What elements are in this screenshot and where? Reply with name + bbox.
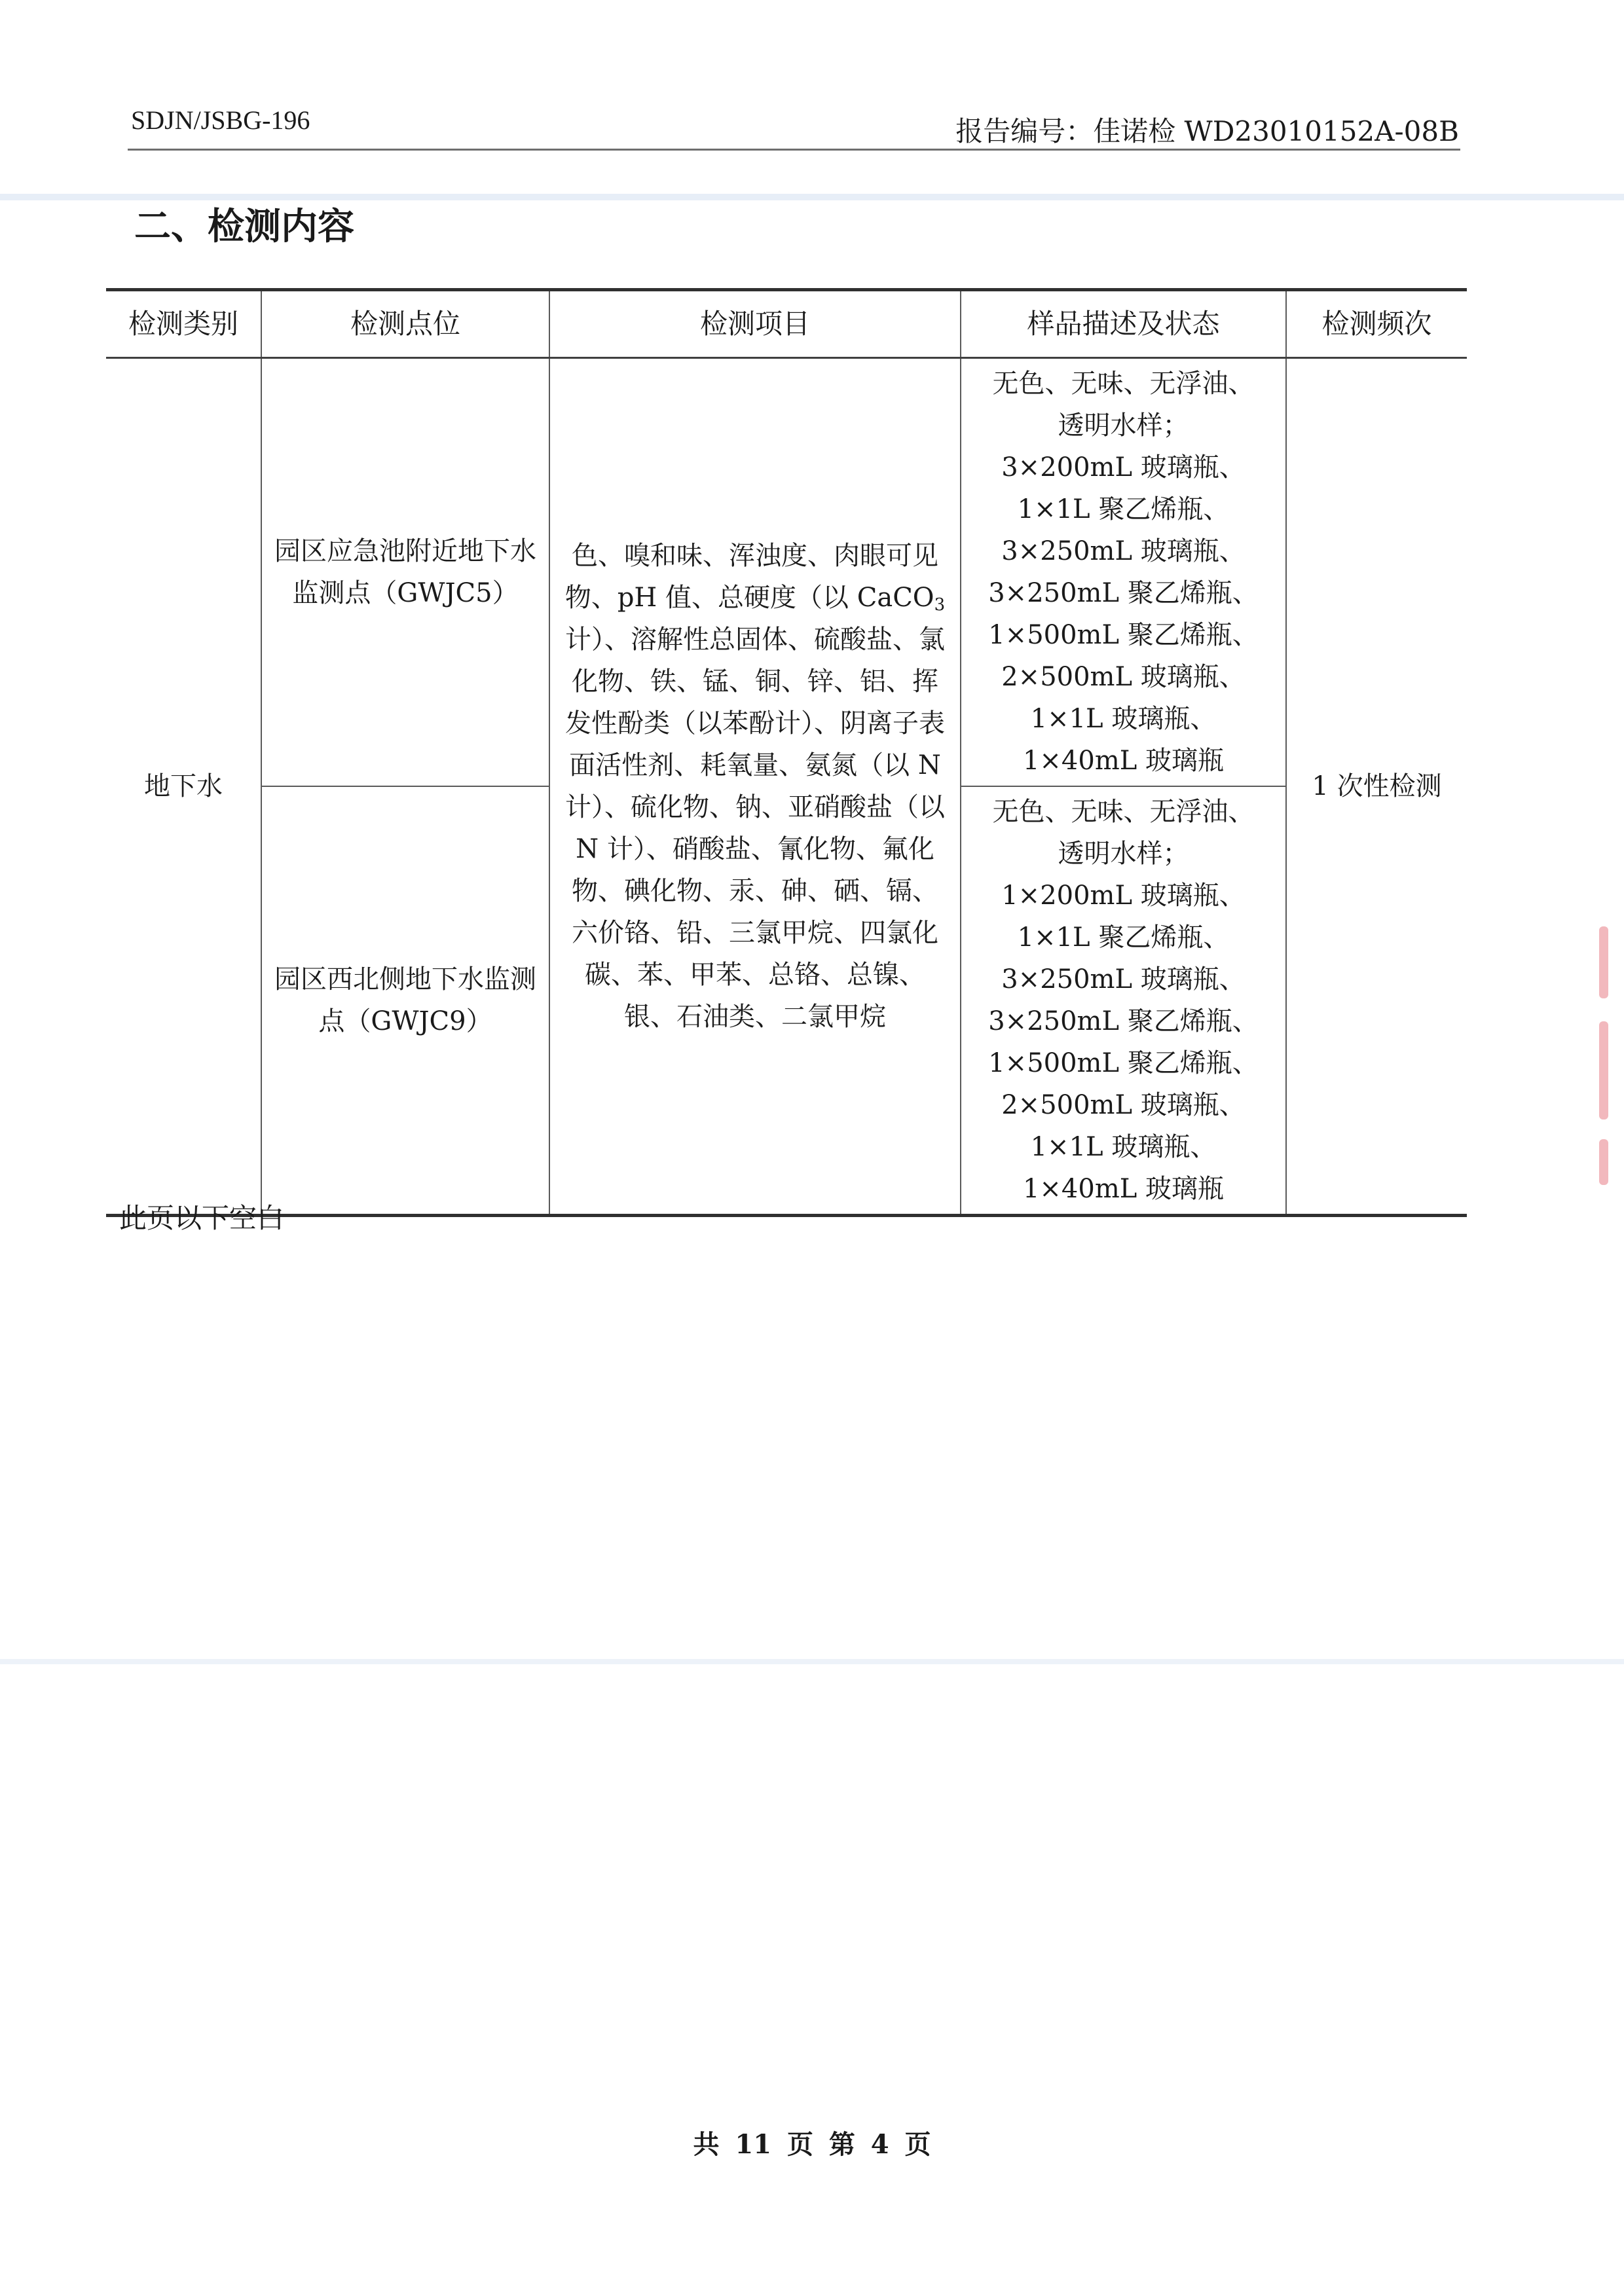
- detection-content-table: [106, 288, 1467, 1217]
- sample-line: 无色、无味、无浮油、: [992, 369, 1255, 399]
- point-cell-gwjc5: 园区应急池附近地下水监测点（GWJC5）: [261, 358, 549, 787]
- sample-line: 1×1L 玻璃瓶、: [1030, 1132, 1217, 1162]
- category-cell: 地下水: [106, 358, 261, 1216]
- seal-mark: [1599, 926, 1608, 998]
- frequency-cell: 1 次性检测: [1286, 358, 1467, 1216]
- sample-line: 3×250mL 聚乙烯瓶、: [988, 578, 1259, 608]
- header-point: 检测点位: [261, 290, 549, 358]
- blank-below-note: 此页以下空白: [119, 1202, 285, 1234]
- table-row: [106, 358, 1467, 787]
- sample-line: 无色、无味、无浮油、: [992, 797, 1255, 827]
- sample-line: 3×250mL 玻璃瓶、: [1001, 964, 1246, 994]
- seal-mark: [1599, 1021, 1608, 1120]
- sample-line: 1×200mL 玻璃瓶、: [1001, 881, 1246, 911]
- sample-line: 1×500mL 聚乙烯瓶、: [988, 620, 1259, 650]
- section-title: 二、检测内容: [134, 205, 354, 248]
- header-category: 检测类别: [106, 290, 261, 358]
- header-frequency: 检测频次: [1286, 290, 1467, 358]
- sample-line: 1×1L 聚乙烯瓶、: [1017, 922, 1230, 953]
- sample-line: 透明水样；: [1058, 839, 1189, 869]
- header-items: 检测项目: [549, 290, 961, 358]
- sample-line: 2×500mL 玻璃瓶、: [1001, 1090, 1246, 1120]
- sample-line: 3×250mL 玻璃瓶、: [1001, 536, 1246, 566]
- items-cell: [549, 358, 961, 1216]
- table-header-row: [106, 290, 1467, 358]
- scan-band-bottom: [0, 1659, 1624, 1664]
- header-divider: [128, 149, 1460, 151]
- point-cell-gwjc9: 园区西北侧地下水监测点（GWJC9）: [261, 786, 549, 1216]
- sample-line: 1×500mL 聚乙烯瓶、: [988, 1048, 1259, 1078]
- sample-line: 1×40mL 玻璃瓶: [1022, 1174, 1225, 1204]
- sample-line: 3×250mL 聚乙烯瓶、: [988, 1006, 1259, 1036]
- items-text-part1: 色、嗅和味、浑浊度、肉眼可见物、pH 值、总硬度（以 CaCO: [564, 541, 938, 613]
- seal-mark: [1599, 1139, 1608, 1185]
- sample-line: 2×500mL 玻璃瓶、: [1001, 662, 1246, 692]
- document-code: SDJN/JSBG-196: [131, 105, 310, 135]
- items-text-part2: 计）、溶解性总固体、硫酸盐、氯化物、铁、锰、铜、锌、铝、挥发性酚类（以苯酚计）、阴离子表面活性剂、耗氧量、氨氮（以 N 计）、硫化物、钠、亚硝酸盐（以 N 计）、硝酸盐、氰化物、氟化物、碘化物、汞、砷、硒、镉、六价铬、铅、三氯甲烷、四氯化碳、苯、甲苯、总铬、总镍、银、石油类、二氯甲烷: [565, 625, 945, 1032]
- items-subscript: 3: [934, 595, 946, 615]
- header-sample-state: 样品描述及状态: [961, 290, 1286, 358]
- sample-line: 1×40mL 玻璃瓶: [1022, 746, 1225, 776]
- sample-line: 透明水样；: [1058, 410, 1189, 441]
- sample-line: 1×1L 玻璃瓶、: [1030, 704, 1217, 734]
- report-number: 报告编号：佳诺检 WD23010152A-08B: [955, 115, 1459, 147]
- sample-line: 1×1L 聚乙烯瓶、: [1017, 494, 1230, 524]
- page-footer: 共 11 页 第 4 页: [693, 2129, 931, 2160]
- sample-line: 3×200mL 玻璃瓶、: [1001, 452, 1246, 483]
- sample-cell-gwjc9: [961, 786, 1286, 1216]
- sample-cell-gwjc5: [961, 358, 1286, 787]
